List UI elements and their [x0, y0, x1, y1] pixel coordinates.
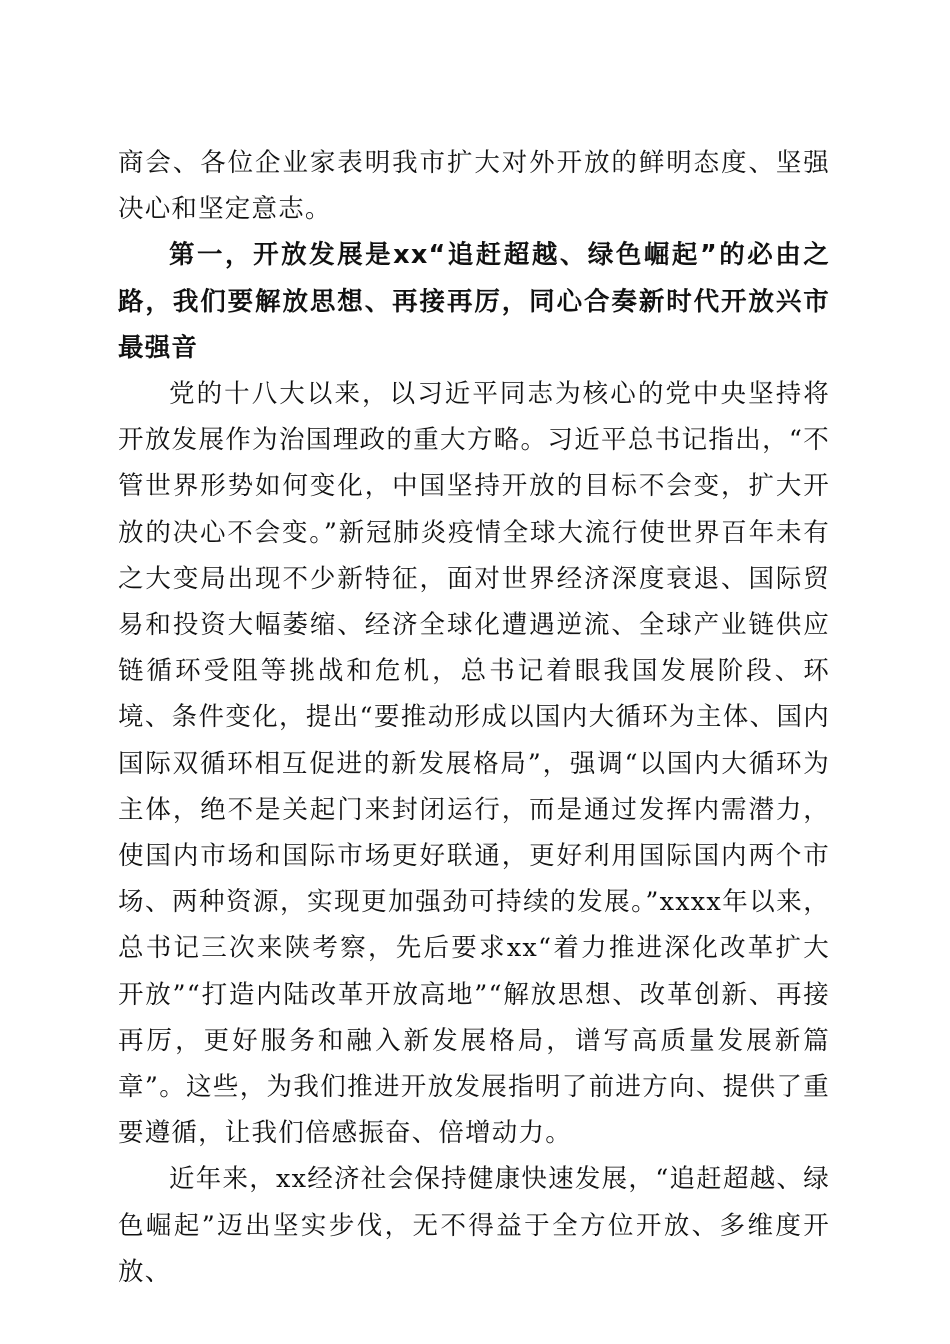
paragraph-recent-years: 近年来，xx经济社会保持健康快速发展，“追赶超越、绿色崛起”迈出坚实步伐，无不得益于全方位开放、多维度开放、: [118, 1164, 830, 1287]
section-heading-first: 第一，开放发展是xx“追赶超越、绿色崛起”的必由之路，我们要解放思想、再接再厉，同心合奏新时代开放兴市最强音: [118, 240, 830, 363]
paragraph-open-development: 党的十八大以来，以习近平同志为核心的党中央坚持将开放发展作为治国理政的重大方略。习近平总书记指出，“不管世界形势如何变化，中国坚持开放的目标不会变，扩大开放的决心不会变。”新冠肺炎疫情全球大流行使世界百年未有之大变局出现不少新特征，面对世界经济深度衰退、国际贸易和投资大幅萎缩、经济全球化遭遇逆流、全球产业链供应链循环受阻等挑战和危机，总书记着眼我国发展阶段、环境、条件变化，提出“要推动形成以国内大循环为主体、国内国际双循环相互促进的新发展格局”，强调“以国内大循环为主体，绝不是关起门来封闭运行，而是通过发挥内需潜力，使国内市场和国际市场更好联通，更好利用国际国内两个市场、两种资源，实现更加强劲可持续的发展。”xxxx年以来，总书记三次来陕考察，先后要求xx“着力推进深化改革扩大开放”“打造内陆改革开放高地”“解放思想、改革创新、再接再厉，更好服务和融入新发展格局，谱写高质量发展新篇章”。这些，为我们推进开放发展指明了前进方向、提供了重要遵循，让我们倍感振奋、倍增动力。: [118, 379, 830, 1149]
paragraph-continuation: 商会、各位企业家表明我市扩大对外开放的鲜明态度、坚强决心和坚定意志。: [118, 148, 830, 225]
document-body: [118, 140, 830, 1295]
